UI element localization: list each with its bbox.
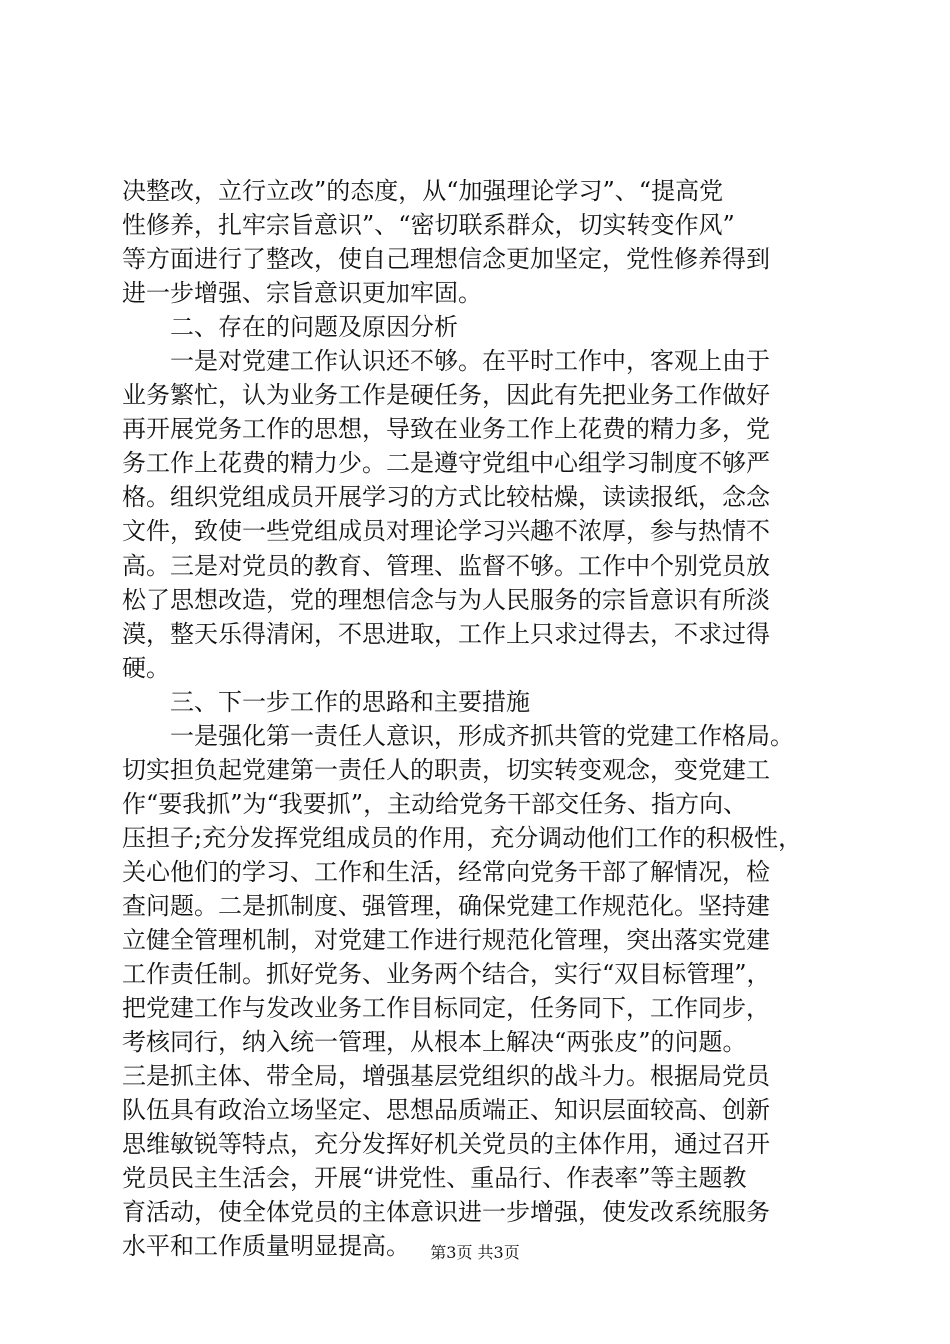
text-line: 队伍具有政治立场坚定、思想品质端正、知识层面较高、创新 xyxy=(122,1096,770,1125)
text-line: 三、下一步工作的思路和主要措施 xyxy=(122,687,530,716)
text-line: 把党建工作与发改业务工作目标同定，任务同下，工作同步， xyxy=(122,994,770,1023)
text-line: 关心他们的学习、工作和生活，经常向党务干部了解情况，检 xyxy=(122,857,770,886)
text-line: 查问题。二是抓制度、强管理，确保党建工作规范化。坚持建 xyxy=(122,891,770,920)
text-line: 进一步增强、宗旨意识更加牢固。 xyxy=(122,279,482,308)
text-line: 务工作上花费的精力少。二是遵守党组中心组学习制度不够严 xyxy=(122,449,770,478)
text-line: 格。组织党组成员开展学习的方式比较枯燥，读读报纸，念念 xyxy=(122,483,770,512)
text-line: 立健全管理机制，对党建工作进行规范化管理，突出落实党建 xyxy=(122,926,770,955)
text-line: 党员民主生活会，开展“讲党性、重品行、作表率”等主题教 xyxy=(122,1164,747,1193)
page-footer: 第3页 共3页 xyxy=(430,1243,520,1262)
text-line: 切实担负起党建第一责任人的职责，切实转变观念，变党建工 xyxy=(122,755,770,784)
text-line: 一是对党建工作认识还不够。在平时工作中，客观上由于 xyxy=(122,347,770,376)
text-line: 文件，致使一些党组成员对理论学习兴趣不浓厚，参与热情不 xyxy=(122,517,770,546)
text-line: 硬。 xyxy=(122,653,170,682)
text-line: 水平和工作质量明显提高。 xyxy=(122,1232,410,1261)
text-line: 业务繁忙，认为业务工作是硬任务，因此有先把业务工作做好 xyxy=(122,381,770,410)
text-line: 松了思想改造，党的理想信念与为人民服务的宗旨意识有所淡 xyxy=(122,585,770,614)
text-line: 作“要我抓”为“我要抓”，主动给党务干部交任务、指方向、 xyxy=(122,789,748,818)
text-line: 决整改，立行立改”的态度，从“加强理论学习”、“提高党 xyxy=(122,177,724,205)
text-line: 压担子;充分发挥党组成员的作用，充分调动他们工作的积极性， xyxy=(122,823,803,852)
text-line: 育活动，使全体党员的主体意识进一步增强，使发改系统服务 xyxy=(122,1198,770,1227)
text-line: 二、存在的问题及原因分析 xyxy=(122,313,458,342)
text-line: 三是抓主体、带全局，增强基层党组织的战斗力。根据局党员 xyxy=(122,1062,770,1091)
text-line: 考核同行，纳入统一管理，从根本上解决“两张皮”的问题。 xyxy=(122,1028,747,1057)
text-line: 再开展党务工作的思想，导致在业务工作上花费的精力多，党 xyxy=(122,415,770,444)
text-line: 一是强化第一责任人意识，形成齐抓共管的党建工作格局。 xyxy=(122,721,794,750)
text-line: 性修养，扎牢宗旨意识”、“密切联系群众，切实转变作风” xyxy=(122,211,735,240)
text-line: 工作责任制。抓好党务、业务两个结合，实行“双目标管理”， xyxy=(122,960,771,989)
text-line: 高。三是对党员的教育、管理、监督不够。工作中个别党员放 xyxy=(122,551,770,580)
body-text xyxy=(122,174,840,1264)
text-line: 思维敏锐等特点，充分发挥好机关党员的主体作用，通过召开 xyxy=(122,1130,770,1159)
text-line: 漠，整天乐得清闲，不思进取，工作上只求过得去，不求过得 xyxy=(122,619,770,648)
text-line: 等方面进行了整改，使自己理想信念更加坚定，党性修养得到 xyxy=(122,245,770,274)
